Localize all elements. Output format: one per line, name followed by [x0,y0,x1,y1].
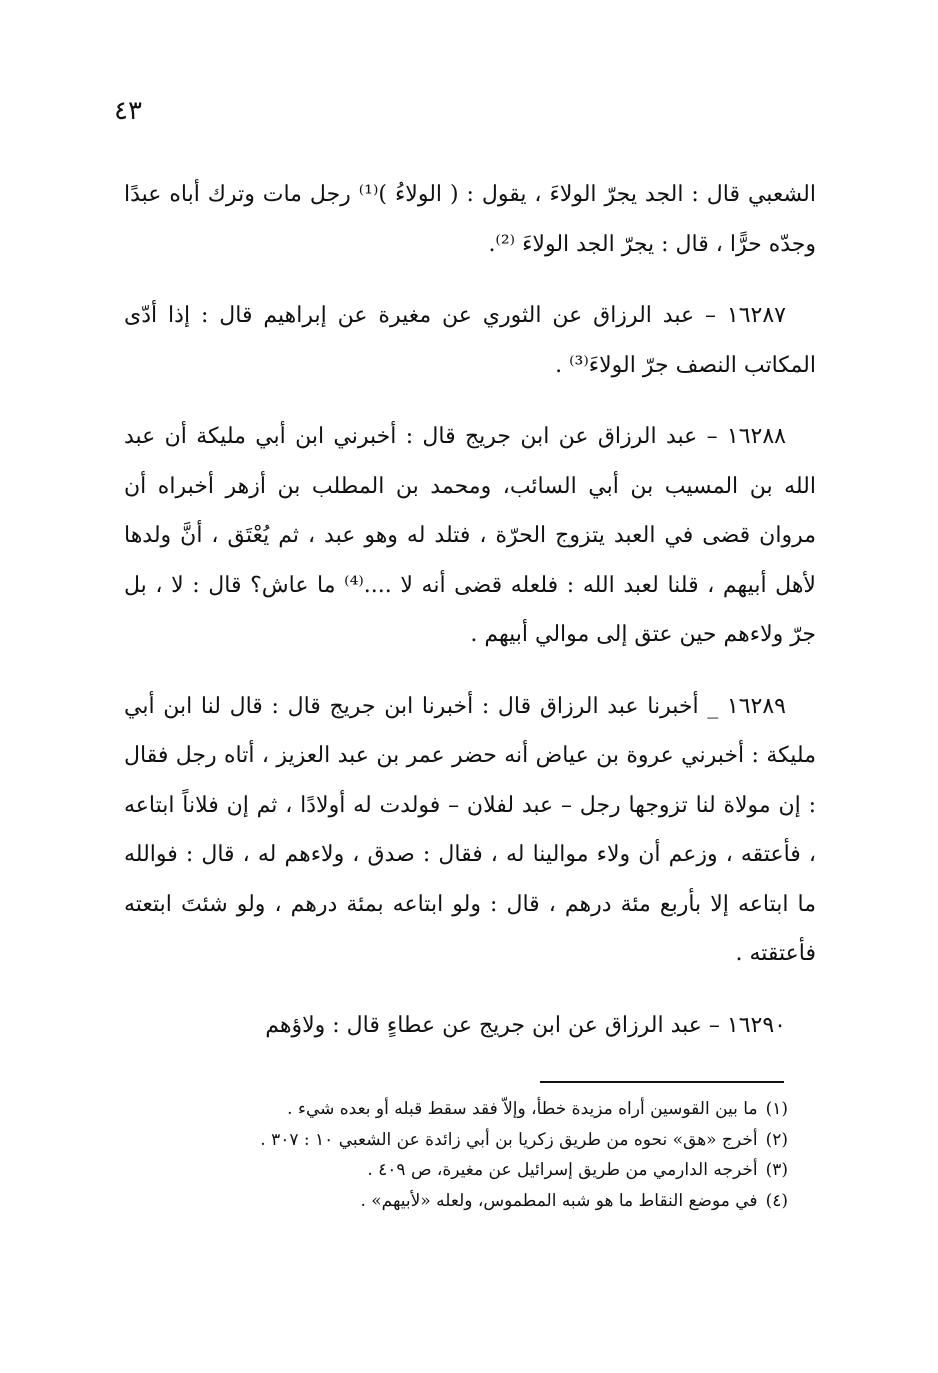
main-text [124,170,816,1072]
footnote-text: أخرجه الدارمي من طريق إسرائيل عن مغيرة، ص ٤٠٩ . [367,1160,758,1180]
footnote-number: (٤) [765,1190,788,1211]
paragraph-16289: ١٦٢٨٩ _ أخبرنا عبد الرزاق قال : أخبرنا ابن جريج قال : قال لنا ابن أبي مليكة : أخبرني عروة بن عياض أنه حضر عمر بن عبد العزيز ، أتاه رجل فقال : إن مولاة لنا تزوجها رجل – عبد لفلان – فولدت له أولادًا ، ثم إن فلاناً ابتاعه ، فأعتقه ، وزعم أن ولاء موالينا له ، فقال : صدق ، ولاءهم له ، قال : فوالله ما ابتاعه إلا بأربع مئة درهم ، قال : ولو ابتاعه بمئة درهم ، ولو شئتَ ابتعته فأعتقته . [124,693,816,966]
footnote-text: ما بين القوسين أراه مزيدة خطأ، وإلاّ فقد سقط قبله أو بعده شيء . [287,1099,758,1119]
footnote-text: أخرج «هق» نحوه من طريق زكريا بن أبي زائدة عن الشعبي ١٠ : ٣٠٧ . [260,1129,758,1150]
footnote-3 [148,1155,788,1186]
footnote-2 [148,1125,788,1156]
footnote-divider [540,1081,784,1083]
footnote-4 [148,1186,788,1217]
page-number: ٤٣ [114,96,142,126]
paragraph-16290: ١٦٢٩٠ – عبد الرزاق عن ابن جريج عن عطاءٍ قال : ولاؤهم [265,1012,786,1038]
footnote-text: في موضع النقاط ما هو شبه المطموس، ولعله «لأبيهم» . [360,1190,758,1211]
footnote-number: (٢) [765,1129,788,1150]
footnotes [148,1094,788,1216]
footnote-number: (١) [765,1099,788,1119]
footnote-1 [148,1094,788,1125]
paragraph-continuation: الشعبي قال : الجد يجرّ الولاءَ ، يقول : ( الولاءُ )⁽¹⁾ رجل مات وترك أباه عبدًا وجدّه حرًّا ، قال : يجرّ الجد الولاءَ ⁽²⁾. [124,182,816,257]
paragraph-16288: ١٦٢٨٨ – عبد الرزاق عن ابن جريج قال : أخبرني ابن أبي مليكة أن عبد الله بن المسيب بن أبي السائب، ومحمد بن المطلب بن أزهر أخبراه أن مروان قضى في العبد يتزوج الحرّة ، فتلد له وهو عبد ، ثم يُعْتَق ، أنَّ ولدها لأهل أبيهم ، قلنا لعبد الله : فلعله قضى أنه لا ....⁽⁴⁾ ما عاش؟ قال : لا ، بل جرّ ولاءهم حين عتق إلى موالي أبيهم . [124,424,816,647]
paragraph-16287: ١٦٢٨٧ – عبد الرزاق عن الثوري عن مغيرة عن إبراهيم قال : إذا أدّى المكاتب النصف جرّ الولاءَ⁽³⁾ . [124,303,816,378]
footnote-number: (٣) [765,1160,788,1180]
